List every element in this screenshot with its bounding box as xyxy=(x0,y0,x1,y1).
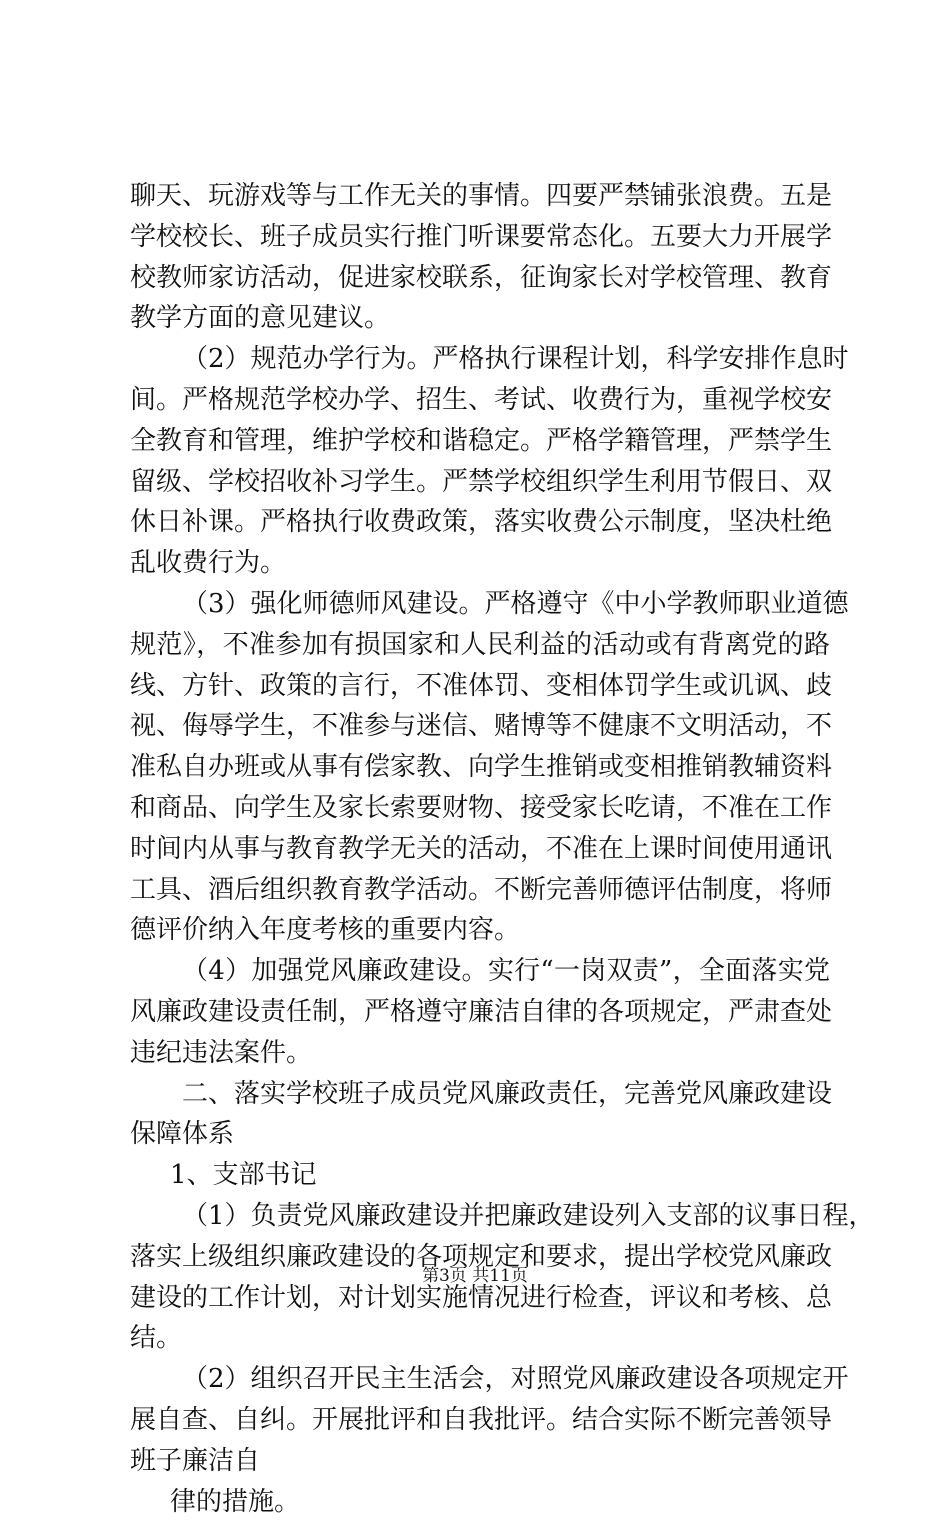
page-footer: 第3页 共11页 xyxy=(0,1264,950,1288)
text-line: 和商品、向学生及家长索要财物、接受家长吃请，不准在工作 xyxy=(130,788,830,829)
text-line: 教学方面的意见建议。 xyxy=(130,298,830,339)
text-line: 工具、酒后组织教育教学活动。不断完善师德评估制度，将师 xyxy=(130,870,830,911)
text-line: 全教育和管理，维护学校和谐稳定。严格学籍管理，严禁学生 xyxy=(130,421,830,462)
text-line: 律的措施。 xyxy=(130,1482,830,1522)
text-line: （3）强化师德师风建设。严格遵守《中小学教师职业道德 xyxy=(130,584,830,625)
text-line: 1、支部书记 xyxy=(130,1155,830,1196)
text-line: 风廉政建设责任制，严格遵守廉洁自律的各项规定，严肃查处 xyxy=(130,992,830,1033)
text-line: 休日补课。严格执行收费政策，落实收费公示制度，坚决杜绝 xyxy=(130,502,830,543)
text-line: 留级、学校招收补习学生。严禁学校组织学生利用节假日、双 xyxy=(130,462,830,503)
text-line: 线、方针、政策的言行，不准体罚、变相体罚学生或讥讽、歧 xyxy=(130,666,830,707)
text-line: 聊天、玩游戏等与工作无关的事情。四要严禁铺张浪费。五是 xyxy=(130,176,830,217)
text-line: 展自查、自纠。开展批评和自我批评。结合实际不断完善领导 xyxy=(130,1400,830,1441)
text-line: 保障体系 xyxy=(130,1114,830,1155)
text-line: （2）组织召开民主生活会，对照党风廉政建设各项规定开 xyxy=(130,1359,830,1400)
document-body xyxy=(130,176,830,1522)
text-line: 二、落实学校班子成员党风廉政责任，完善党风廉政建设 xyxy=(130,1074,830,1115)
text-line: 乱收费行为。 xyxy=(130,543,830,584)
text-line: （1）负责党风廉政建设并把廉政建设列入支部的议事日程， xyxy=(130,1196,830,1237)
text-line: 校教师家访活动，促进家校联系，征询家长对学校管理、教育 xyxy=(130,258,830,299)
text-line: （2）规范办学行为。严格执行课程计划，科学安排作息时 xyxy=(130,339,830,380)
text-line: 间。严格规范学校办学、招生、考试、收费行为，重视学校安 xyxy=(130,380,830,421)
text-line: 班子廉洁自 xyxy=(130,1441,830,1482)
text-line: 落实上级组织廉政建设的各项规定和要求，提出学校党风廉政 xyxy=(130,1237,830,1278)
text-line: 准私自办班或从事有偿家教、向学生推销或变相推销教辅资料 xyxy=(130,747,830,788)
text-line: 违纪违法案件。 xyxy=(130,1033,830,1074)
text-line: （4）加强党风廉政建设。实行“一岗双责”，全面落实党 xyxy=(130,951,830,992)
text-line: 视、侮辱学生，不准参与迷信、赌博等不健康不文明活动，不 xyxy=(130,706,830,747)
text-line: 建设的工作计划，对计划实施情况进行检查，评议和考核、总 xyxy=(130,1278,830,1319)
text-line: 德评价纳入年度考核的重要内容。 xyxy=(130,910,830,951)
text-line: 时间内从事与教育教学无关的活动，不准在上课时间使用通讯 xyxy=(130,829,830,870)
text-line: 规范》，不准参加有损国家和人民利益的活动或有背离党的路 xyxy=(130,625,830,666)
text-line: 学校校长、班子成员实行推门听课要常态化。五要大力开展学 xyxy=(130,217,830,258)
text-line: 结。 xyxy=(130,1318,830,1359)
